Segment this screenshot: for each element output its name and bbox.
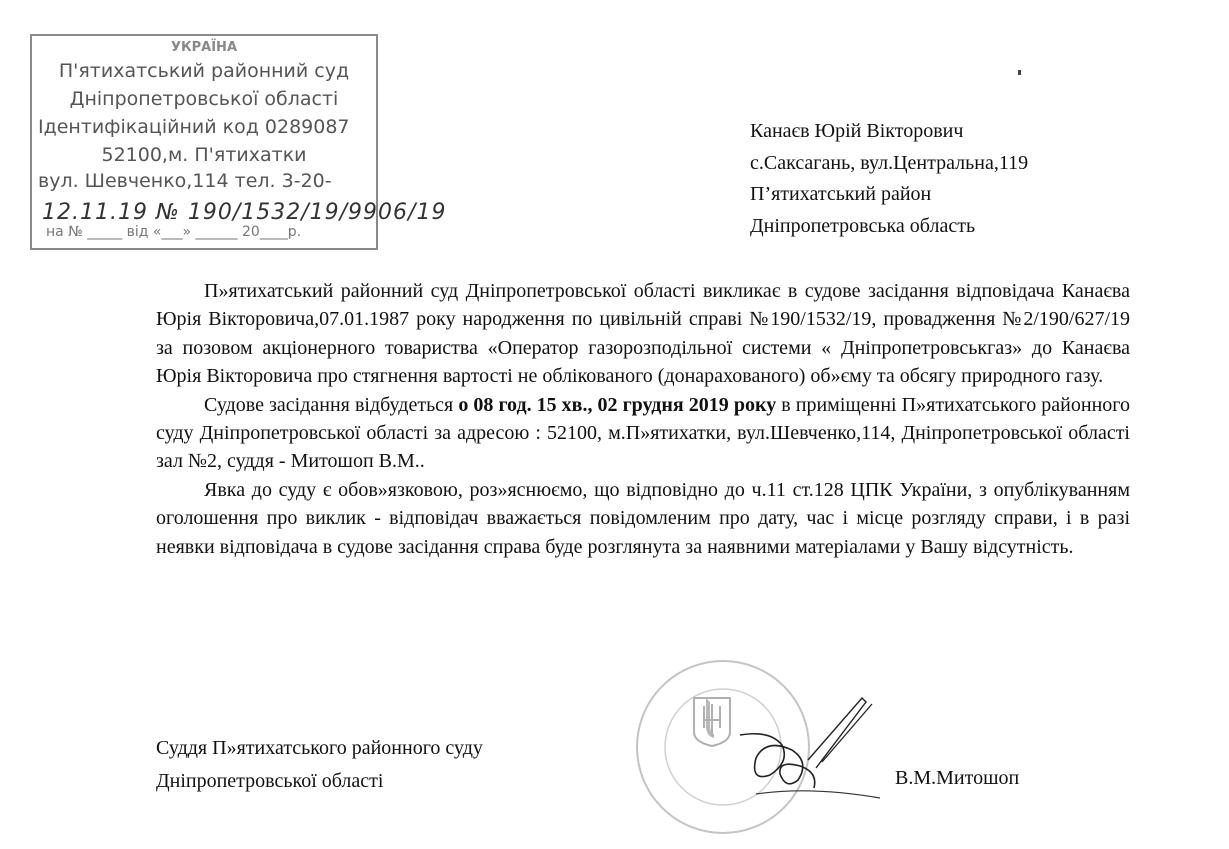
judge-title-line2: Дніпропетровської області	[156, 770, 384, 792]
stamp-court-name: П'ятихатський районний суд	[58, 60, 350, 82]
hearing-datetime: о 08 год. 15 хв., 02 грудня 2019 року	[458, 393, 777, 416]
judge-title-line1: Суддя П»ятихатського районного суду	[156, 737, 483, 759]
addressee-block	[750, 116, 1028, 242]
judge-title	[156, 732, 483, 798]
addressee-district: П’ятихатський район	[750, 183, 932, 205]
stamp-country: УКРАЇНА	[170, 40, 237, 55]
addressee-name: Канаєв Юрій Вікторович	[750, 120, 964, 142]
stamp-outgoing-number: 12.11.19 № 190/1532/19/9906/19	[42, 200, 447, 225]
stamp-city: 52100,м. П'ятихатки	[101, 144, 307, 166]
stamp-id-code: Ідентифікаційний код 0289087	[38, 116, 350, 138]
stamp-incoming-line: на № _____ від «___» ______ 20____р.	[46, 224, 302, 240]
scan-mark	[1018, 70, 1021, 75]
stamp-address: вул. Шевченко,114 тел. 3-20-	[38, 170, 332, 192]
addressee-street: с.Саксагань, вул.Центральна,119	[750, 151, 1029, 174]
judge-name: В.М.Митошоп	[895, 767, 1020, 789]
paragraph-hearing	[156, 391, 1130, 476]
hearing-text-after: в приміщенні П»ятихатського районного суду Дніпропетровської області за адресою : 52100, м.П»ятихатки, вул.Шевченко,114, Дніпропетровської області зал №2, суддя - Митошоп В.М..	[156, 393, 1130, 473]
stamp-region: Дніпропетровської області	[69, 88, 339, 110]
judge-signature	[730, 690, 910, 820]
paragraph-summons: П»ятихатський районний суд Дніпропетровської області викликає в судове засідання відповідача Канаєва Юрія Вікторовича,07.01.1987 року народження по цивільній справі №190/1532/19, провадження №2/190/627/19 за позовом акціонерного товариства «Оператор газорозподільної системи « Дніпропетровськгаз» до Канаєва Юрія Вікторовича про стягнення вартості не облікованого (донарахованого) об»єму та обсягу природного газу.	[156, 280, 1130, 388]
court-outgoing-stamp	[30, 34, 447, 250]
paragraph-attendance: Явка до суду є обов»язковою, роз»яснюємо, що відповідно до ч.11 ст.128 ЦПК України, з опублікуванням оголошення про виклик - відповідач вважається повідомленим про дату, час і місце розгляду справи, і в разі неявки відповідача в судове засідання справа буде розглянута за наявними матеріалами у Вашу відсутність.	[156, 478, 1130, 558]
summons-body	[156, 277, 1130, 561]
addressee-region: Дніпропетровська область	[750, 214, 976, 237]
hearing-text-before: Судове засідання відбудеться	[204, 393, 459, 416]
